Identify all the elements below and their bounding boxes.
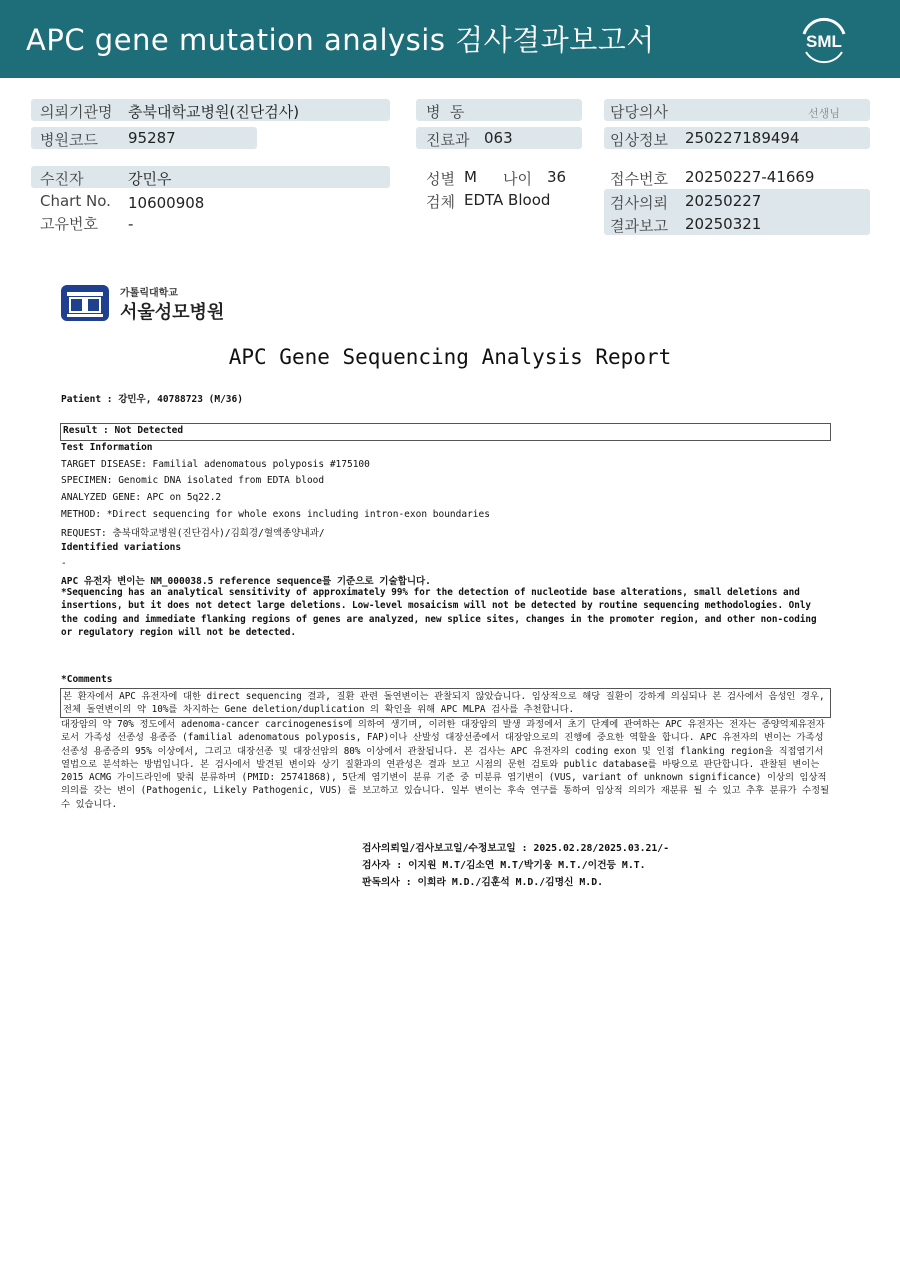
request-value: 20250227 <box>685 192 762 210</box>
comment-box-text: 본 환자에서 APC 유전자에 대한 direct sequencing 결과, 질환 관련 돌연변이는 관찰되지 않았습니다. 임상적으로 해당 질환이 강하게 의심되나 본 검사에서 음성인 경우, 전체 돌연변이의 약 10%를 차지하는 Gene deletion/duplication 의 확인을 위해 APC MLPA 검사를 추천합니다. <box>63 691 825 716</box>
code-value: 95287 <box>128 129 176 147</box>
reference-line: APC 유전자 변이는 NM_000038.5 reference sequence를 기준으로 기술합니다. <box>61 576 431 587</box>
info-bar-patient <box>31 166 390 188</box>
method-line: METHOD: *Direct sequencing for whole exons including intron-exon boundaries <box>61 509 490 520</box>
doctor-value: 선생님 <box>808 107 840 120</box>
specimen-label: 검체 <box>426 193 455 211</box>
dept-value: 063 <box>484 129 513 147</box>
patient-label: 수진자 <box>40 170 84 188</box>
ward-label: 병 동 <box>426 103 465 121</box>
hospital-emblem-icon <box>60 284 110 322</box>
request-line: REQUEST: 충북대학교병원(진단검사)/김희경/혈액종양내과/ <box>61 528 325 539</box>
comments-heading: *Comments <box>61 674 113 685</box>
result-text: Result : Not Detected <box>63 425 184 436</box>
patient-value: 강민우 <box>128 170 172 188</box>
hospital-name-small: 가톨릭대학교 <box>120 288 178 299</box>
specimen-value: EDTA Blood <box>464 191 551 209</box>
patient-line: Patient : 강민우, 40788723 (M/36) <box>61 394 243 405</box>
target-disease: TARGET DISEASE: Familial adenomatous polyposis #175100 <box>61 459 370 470</box>
uid-value: - <box>128 215 134 233</box>
dept-label: 진료과 <box>426 131 470 149</box>
analyzed-gene: ANALYZED GENE: APC on 5q22.2 <box>61 492 222 503</box>
comment-body: 대장암의 약 70% 정도에서 adenoma-cancer carcinogenesis에 의하여 생기며, 이러한 대장암의 발생 과정에서 초기 단계에 관여하는 APC 유전자는 전자는 종양억제유전자로서 가족성 선종성 용종증 (familial adenomatous polyposis, FAP)이나 산발성 대장선종에서 대장암으로의 진행에 중요한 역할을 합니다. APC 유전자의 변이는 가족성 선종성 용종증의 95% 이상에서, 그리고 대장선종 및 대장선암의 80% 이상에서 관찰됩니다. 본 검사는 APC 유전자의 coding exon 및 인접 flanking region을 직접염기서열법으로 분석하는 방법입니다. 본 검사에서 발견된 변이와 상기 질환과의 연관성은 결과 보고 시점의 문헌 검토와 public database를 바탕으로 판단합니다. 관찰된 변이는 2015 ACMG 가이드라인에 맞춰 분류하며 (PMID: 25741868), 5단계 염기변이 분류 기준 중 미분류 염기변이 (VUS, variant of unknown significance) 이상의 임상적 의의를 갖는 변이 (Pathogenic, Likely Pathogenic, VUS) 를 보고하고 있습니다. 일부 변이는 후속 연구를 통하여 임상적 의의가 재분류 될 수 있고 추후 분류가 수정될 수 있습니다. <box>61 719 830 810</box>
hospital-name-large: 서울성모병원 <box>120 302 225 323</box>
sex-label: 성별 <box>426 170 455 188</box>
receipt-value: 20250227-41669 <box>685 168 815 186</box>
test-info-heading: Test Information <box>61 442 153 453</box>
chart-value: 10600908 <box>128 194 205 212</box>
chart-label: Chart No. <box>40 192 111 210</box>
institution-value: 충북대학교병원(진단검사) <box>128 103 300 121</box>
sex-value: M <box>464 168 477 186</box>
identified-value: - <box>61 558 67 569</box>
age-label: 나이 <box>503 170 532 188</box>
uid-label: 고유번호 <box>40 215 98 233</box>
sensitivity-text: *Sequencing has an analytical sensitivity of approximately 99% for the detection of nucleotide base alterations, small deletions and insertions, but it does not detect large deletions. Low-level mosaicism will not be detected by routine sequencing methodologies. Only the coding and immediate flanking regions of genes are analyzed, new splice sites, changes in the promoter region, and other non-coding or regulatory region will not be detected. <box>61 587 817 638</box>
clinical-value: 250227189494 <box>685 129 800 147</box>
request-label: 검사의뢰 <box>610 194 668 212</box>
clinical-label: 임상정보 <box>610 131 668 149</box>
technicians-line: 검사자 : 이지원 M.T/김소연 M.T/박기웅 M.T./이건등 M.T. <box>362 860 646 871</box>
doctor-label: 담당의사 <box>610 103 668 121</box>
specimen-line: SPECIMEN: Genomic DNA isolated from EDTA blood <box>61 475 325 486</box>
identified-heading: Identified variations <box>61 542 182 553</box>
code-label: 병원코드 <box>40 131 98 149</box>
dates-line: 검사의뢰일/검사보고일/수정보고일 : 2025.02.28/2025.03.21/- <box>362 843 670 854</box>
hospital-logo <box>60 284 225 326</box>
age-value: 36 <box>547 168 567 186</box>
page-title: APC gene mutation analysis 검사결과보고서 <box>26 23 655 57</box>
sml-logo-icon <box>796 14 852 66</box>
physicians-line: 판독의사 : 이희라 M.D./김훈석 M.D./김명신 M.D. <box>362 877 603 888</box>
header-bar <box>0 0 900 78</box>
report-label: 결과보고 <box>610 217 668 235</box>
sml-logo-text: SML <box>806 32 842 51</box>
report-value: 20250321 <box>685 215 762 233</box>
receipt-label: 접수번호 <box>610 170 668 188</box>
institution-label: 의뢰기관명 <box>40 103 113 121</box>
report-title: APC Gene Sequencing Analysis Report <box>228 345 672 369</box>
